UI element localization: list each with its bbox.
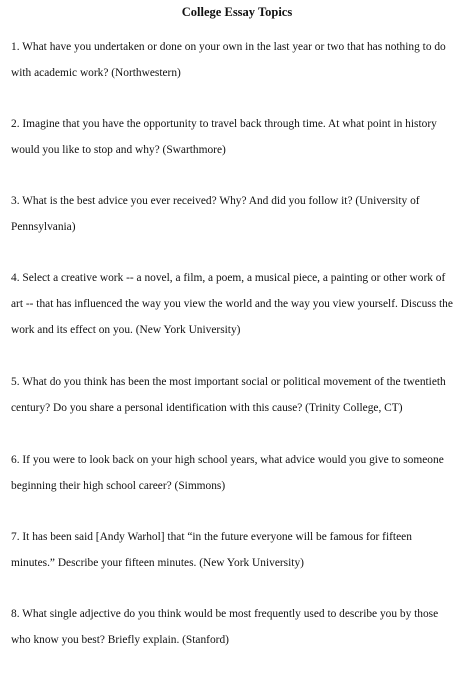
question-5-line-1: 5. What do you think has been the most important social or political movement of the twentieth (11, 376, 446, 388)
question-8-line-2: who know you best? Briefly explain. (Stanford) (11, 634, 229, 646)
question-6-line-1: 6. If you were to look back on your high school years, what advice would you give to someone (11, 454, 444, 466)
question-1-line-2: with academic work? (Northwestern) (11, 67, 181, 79)
question-5-line-2: century? Do you share a personal identification with this cause? (Trinity College, CT) (11, 402, 403, 414)
document-title: College Essay Topics (181, 5, 293, 19)
question-2-line-1: 2. Imagine that you have the opportunity to travel back through time. At what point in history (11, 118, 437, 130)
question-4-line-3: work and its effect on you. (New York University) (11, 324, 241, 336)
question-1-line-1: 1. What have you undertaken or done on your own in the last year or two that has nothing to do (11, 41, 446, 53)
question-2-line-2: would you like to stop and why? (Swarthmore) (11, 144, 226, 156)
question-4-line-2: art -- that has influenced the way you view the world and the way you view yourself. Discuss the (11, 298, 453, 310)
question-7-line-2: minutes.” Describe your fifteen minutes. (New York University) (11, 557, 304, 569)
question-8-line-1: 8. What single adjective do you think would be most frequently used to describe you by those (11, 608, 439, 620)
question-6-line-2: beginning their high school career? (Simmons) (11, 480, 226, 492)
question-3-line-2: Pennsylvania) (11, 221, 76, 233)
question-4-line-1: 4. Select a creative work -- a novel, a film, a poem, a musical piece, a painting or other work of (11, 272, 446, 284)
question-3-line-1: 3. What is the best advice you ever received? Why? And did you follow it? (University of (11, 195, 420, 207)
question-7-line-1: 7. It has been said [Andy Warhol] that “in the future everyone will be famous for fifteen (11, 531, 412, 543)
